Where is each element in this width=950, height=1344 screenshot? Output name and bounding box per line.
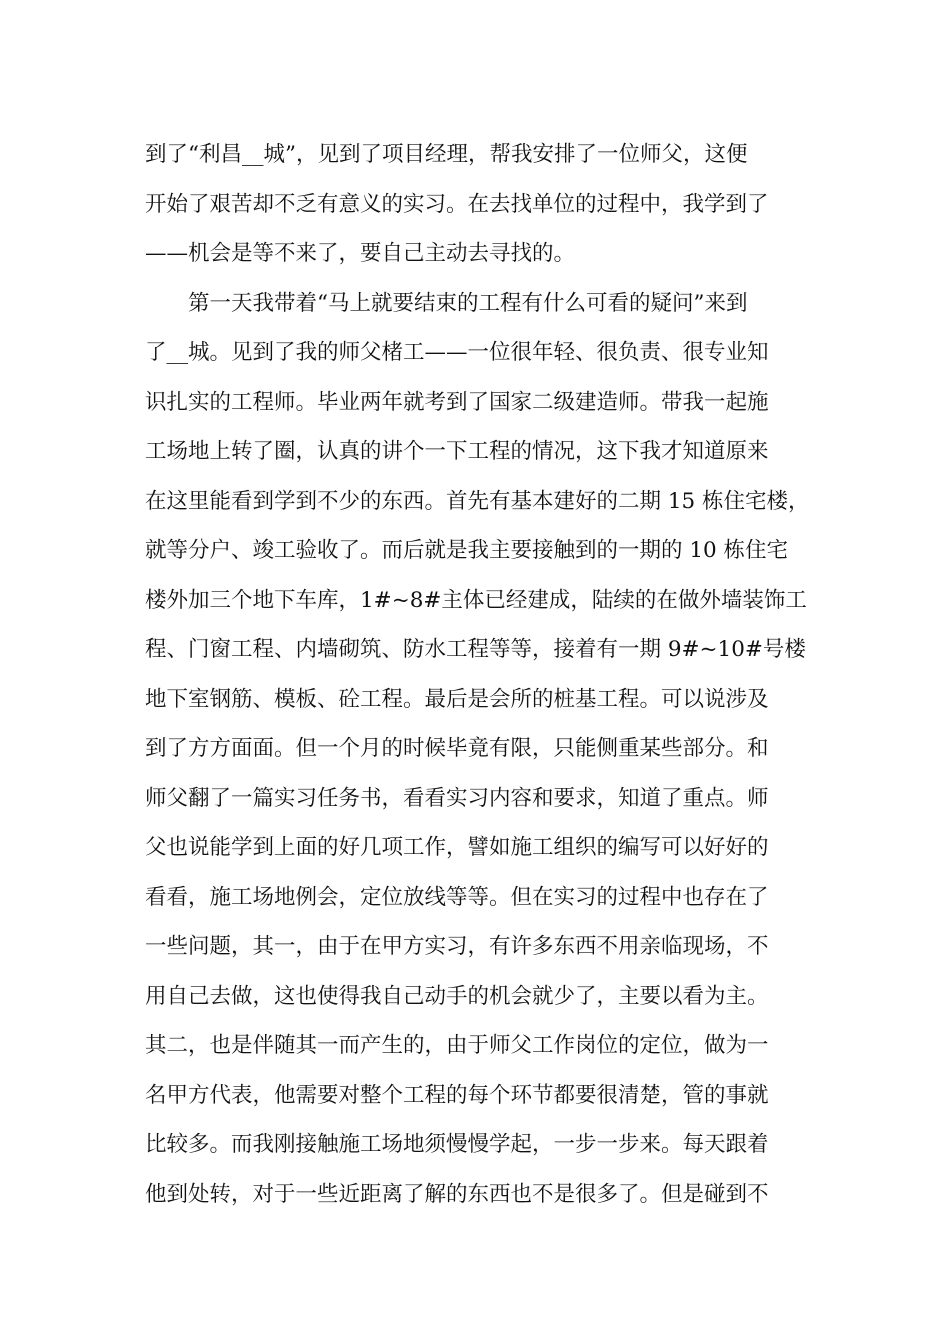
body-text — [145, 130, 825, 1219]
text-line: 名甲方代表，他需要对整个工程的每个环节都要很清楚，管的事就 — [145, 1082, 769, 1108]
text-line: 工场地上转了圈，认真的讲个一下工程的情况，这下我才知道原来 — [145, 439, 769, 464]
text-line: 地下室钢筋、模板、砼工程。最后是会所的桩基工程。可以说涉及 — [145, 686, 769, 712]
text-line: 看看，施工场地例会，定位放线等等。但在实习的过程中也存在了 — [145, 884, 769, 910]
paragraph-first-line: 第一天我带着“马上就要结束的工程有什么可看的疑问”来到 — [188, 290, 748, 316]
text-line: 师父翻了一篇实习任务书，看看实习内容和要求，知道了重点。师 — [145, 785, 769, 811]
text-line: 一些问题，其一，由于在甲方实习，有许多东西不用亲临现场，不 — [145, 934, 769, 959]
text-line: 开始了艰苦却不乏有意义的实习。在去找单位的过程中，我学到了 — [145, 191, 769, 217]
text-line: 在这里能看到学到不少的东西。首先有基本建好的二期 15 栋住宅楼， — [145, 488, 810, 514]
text-line: 父也说能学到上面的好几项工作，譬如施工组织的编写可以好好的 — [145, 835, 769, 860]
text-line: 楼外加三个地下车库，1#~8#主体已经建成，陆续的在做外墙装饰工 — [145, 587, 807, 613]
text-line: 到了“利昌__城”，见到了项目经理，帮我安排了一位师父，这便 — [145, 142, 748, 167]
text-line: ——机会是等不来了，要自己主动去寻找的。 — [145, 241, 576, 266]
text-line: 用自己去做，这也使得我自己动手的机会就少了，主要以看为主。 — [145, 983, 769, 1009]
text-line: 识扎实的工程师。毕业两年就考到了国家二级建造师。带我一起施 — [145, 389, 769, 415]
text-line: 程、门窗工程、内墙砌筑、防水工程等等，接着有一期 9#~10#号楼 — [145, 637, 806, 662]
text-line: 到了方方面面。但一个月的时候毕竟有限，只能侧重某些部分。和 — [145, 736, 769, 761]
text-line: 其二，也是伴随其一而产生的，由于师父工作岗位的定位，做为一 — [145, 1033, 769, 1058]
text-line: 就等分户、竣工验收了。而后就是我主要接触到的一期的 10 栋住宅 — [145, 538, 789, 563]
text-line: 比较多。而我刚接触施工场地须慢慢学起，一步一步来。每天跟着 — [145, 1132, 769, 1157]
text-line: 他到处转，对于一些近距离了解的东西也不是很多了。但是碰到不 — [145, 1181, 769, 1207]
text-line: 了__城。见到了我的师父楮工——一位很年轻、很负责、很专业知 — [145, 340, 769, 365]
